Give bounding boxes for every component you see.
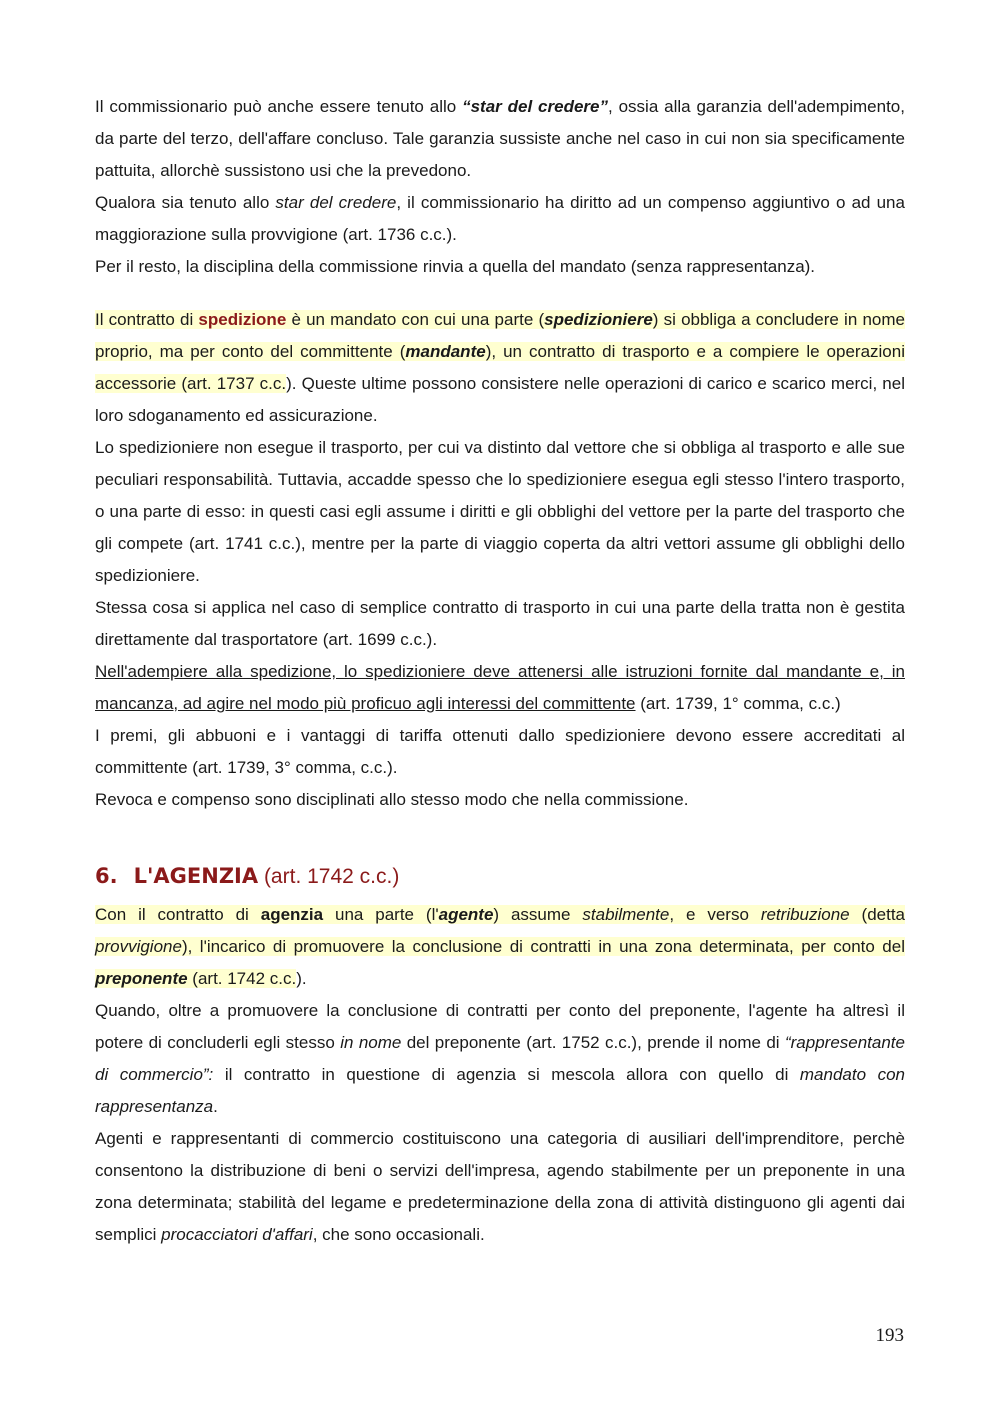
paragraph-spedizione-definizione: [95, 304, 905, 432]
paragraph-disciplina: Per il resto, la disciplina della commissione rinvia a quella del mandato (senza rappresentanza).: [95, 257, 816, 276]
text-run: ), l'incarico di promuovere la conclusione di contratti in una zona determinata, per conto del: [181, 937, 905, 956]
text-run: , ossia alla garanzia dell'adempimento, da parte del terzo, dell'affare concluso. Tale garanzia sussiste anche nel caso in cui non sia specificamente pattuita, allorchè sussistono usi che la prevedono.: [95, 97, 905, 180]
paragraph-istruzioni: [95, 656, 905, 720]
page-number: 193: [875, 1325, 904, 1346]
text-run: Quando, oltre a promuovere la conclusione di contratti per conto del preponente, l'agente ha altresì il potere di concluderli egli stesso: [95, 1001, 905, 1052]
text-run: ), un contratto di trasporto e a compiere le operazioni accessorie (art. 1737 c.c.: [95, 342, 905, 393]
page-content: [95, 91, 905, 1251]
emphasis-term: mandante: [405, 342, 486, 361]
section-number: 6.: [95, 864, 118, 888]
section-reference: (art. 1742 c.c.): [258, 865, 400, 888]
text-run: ) si obbliga a concludere in nome proprio, ma per conto del committente (: [95, 310, 905, 361]
text-run: , che sono occasionali.: [312, 1225, 485, 1244]
text-run: ).: [296, 969, 307, 988]
text-run: (art. 1742 c.c.: [187, 969, 297, 988]
emphasis-term: preponente: [95, 969, 188, 988]
paragraph-star-del-credere: [95, 91, 905, 187]
emphasis-term: “rappresentante di commercio”:: [95, 1033, 905, 1084]
paragraph-compenso: [95, 187, 905, 251]
emphasis-term: spedizioniere: [544, 310, 653, 329]
paragraph-premi: I premi, gli abbuoni e i vantaggi di tariffa ottenuti dallo spedizioniere devono essere accreditati al committente (art. 1739, 3° comma, c.c.).: [95, 726, 905, 777]
emphasis-term: star del credere: [275, 193, 397, 212]
text-run: (detta: [849, 905, 906, 924]
section-title: L'AGENZIA: [133, 864, 259, 888]
text-run: .: [213, 1097, 218, 1116]
emphasis-term: agente: [438, 905, 494, 924]
text-run: (art. 1739, 1° comma, c.c.): [635, 694, 841, 713]
text-run: , il commissionario ha diritto ad un compenso aggiuntivo o ad una maggiorazione sulla provvigione (art. 1736 c.c.).: [95, 193, 905, 244]
emphasis-term: in nome: [340, 1033, 402, 1052]
text-run: il contratto in questione di agenzia si mescola allora con quello di: [213, 1065, 800, 1084]
paragraph-trasporto: Stessa cosa si applica nel caso di semplice contratto di trasporto in cui una parte della tratta non è gestita direttamente dal trasportatore (art. 1699 c.c.).: [95, 598, 905, 649]
text-run: del preponente (art. 1752 c.c.), prende il nome di: [401, 1033, 785, 1052]
text-run: Agenti e rappresentanti di commercio costituiscono una categoria di ausiliari dell'imprenditore, perchè consentono la distribuzione di beni o servizi dell'impresa, agendo stabilmente per un preponente in una zona determinata; stabilità del legame e predeterminazione della zona di attività distinguono gli agenti dai semplici: [95, 1129, 905, 1244]
paragraph-ausiliari: [95, 1123, 905, 1251]
emphasis-term: provvigione: [95, 937, 182, 956]
section-heading: [95, 860, 905, 893]
keyword-agenzia: agenzia: [260, 905, 324, 924]
paragraph-agenzia-definizione: [95, 899, 905, 995]
emphasis-term: “star del credere”: [462, 97, 608, 116]
emphasis-term: procacciatori d'affari: [161, 1225, 313, 1244]
paragraph-rappresentante: [95, 995, 905, 1123]
text-run: una parte (l': [323, 905, 439, 924]
text-run: ) assume: [493, 905, 583, 924]
paragraph-spedizioniere-vettore: Lo spedizioniere non esegue il trasporto, per cui va distinto dal vettore che si obbliga al trasporto e alle sue peculiari responsabilità. Tuttavia, accadde spesso che lo spedizioniere esegua egli stesso l'intero trasporto, o una parte di esso: in questi casi egli assume i diritti e gli obblighi del vettore per la parte del trasporto che gli compete (art. 1741 c.c.), mentre per la parte di viaggio coperta da altri vettori assume gli obblighi dello spedizioniere.: [95, 438, 905, 585]
text-run: Qualora sia tenuto allo: [95, 193, 276, 212]
text-run: è un mandato con cui una parte (: [286, 310, 545, 329]
emphasis-term: mandato con rappresentanza: [95, 1065, 905, 1116]
keyword-spedizione: spedizione: [198, 310, 287, 329]
text-run: , e verso: [669, 905, 761, 924]
emphasis-term: stabilmente: [582, 905, 670, 924]
text-run: Il commissionario può anche essere tenuto allo: [95, 97, 463, 116]
underlined-text: Nell'adempiere alla spedizione, lo spedizioniere deve attenersi alle istruzioni fornite dal mandante e, in mancanza, ad agire nel modo più proficuo agli interessi del committente: [95, 662, 905, 713]
text-run: ). Queste ultime possono consistere nelle operazioni di carico e scarico merci, nel loro sdoganamento ed assicurazione.: [95, 374, 905, 425]
emphasis-term: retribuzione: [760, 905, 850, 924]
text-run: Il contratto di: [95, 310, 199, 329]
text-run: Con il contratto di: [95, 905, 261, 924]
paragraph-revoca: Revoca e compenso sono disciplinati allo stesso modo che nella commissione.: [95, 790, 689, 809]
